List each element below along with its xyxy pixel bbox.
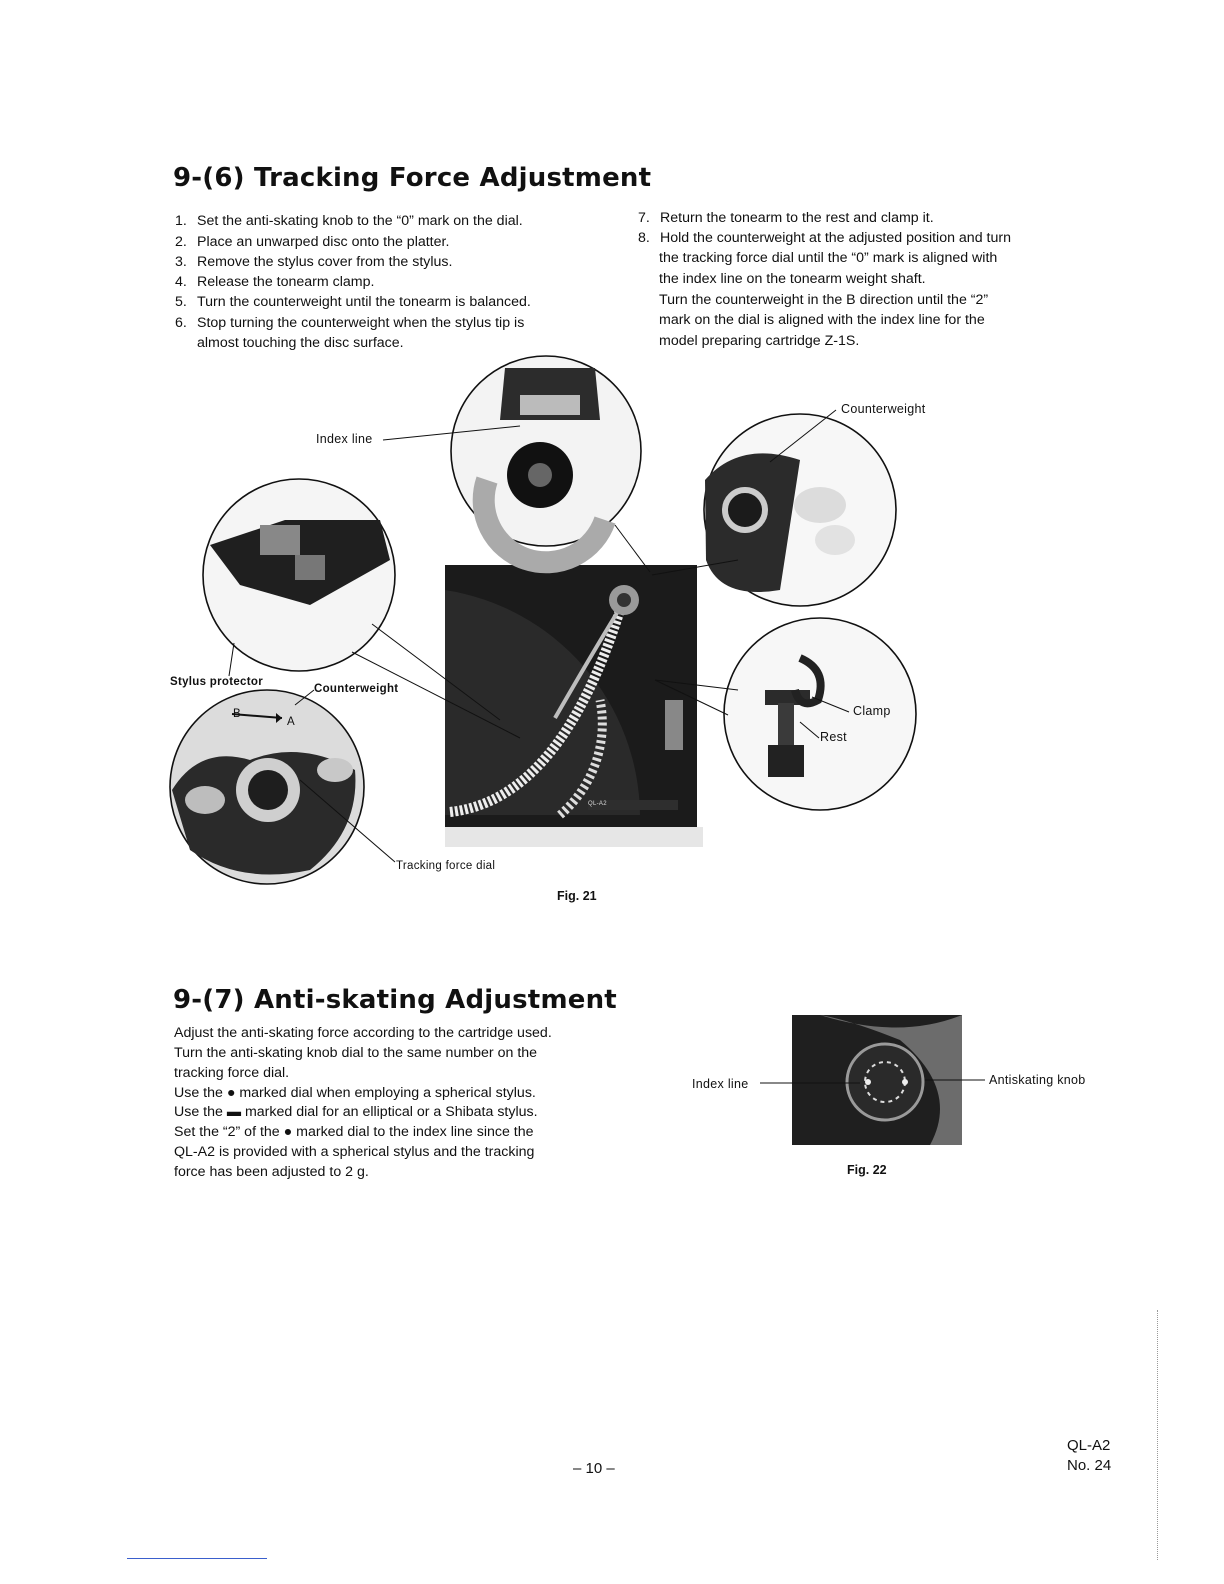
step-number: 2. [175,234,187,250]
step-number: 6. [175,315,187,331]
step-number: 8. [638,230,650,246]
callout-clamp: Clamp [853,704,891,718]
step-text: Place an unwarped disc onto the platter. [197,234,450,250]
model-plate: QL-A2 [588,801,607,807]
step-text: Release the tonearm clamp. [197,274,375,290]
margin-mark [1157,1310,1159,1560]
body-line: QL-A2 is provided with a spherical stylus and the tracking [174,1144,535,1160]
step-8-line: the tracking force dial until the “0” mark is aligned with [659,250,998,266]
index-line-detail [451,356,641,562]
step-number: 3. [175,254,187,270]
body-line: Use the ● marked dial when employing a spherical stylus. [174,1085,536,1101]
body-line: tracking force dial. [174,1065,290,1081]
turntable-photo [445,565,703,847]
step-number: 7. [638,210,650,226]
step-number: 1. [175,213,187,229]
step-8-line: the index line on the tonearm weight shaft. [659,271,926,287]
step-8-line: Turn the counterweight in the B direction until the “2” [659,292,989,308]
body-line: Turn the anti-skating knob dial to the same number on the [174,1045,538,1061]
step-text: Turn the counterweight until the tonearm is balanced. [197,294,531,310]
callout-a-mark: A [287,716,295,728]
step-8-line: mark on the dial is aligned with the index line for the [659,312,985,328]
callout-counterweight-top: Counterweight [841,402,926,416]
step-number: 5. [175,294,187,310]
callout-rest: Rest [820,730,847,744]
step-number: 4. [175,274,187,290]
footer-rule [127,1558,267,1559]
step-8-line: model preparing cartridge Z-1S. [659,333,860,349]
figure-21-caption: Fig. 21 [557,889,597,903]
step-text: Stop turning the counterweight when the stylus tip is [197,315,525,331]
callout-stylus-protector: Stylus protector [170,676,263,688]
body-line: Set the “2” of the ● marked dial to the index line since the [174,1124,534,1140]
callout-b-mark: B [233,708,241,720]
page-number: – 10 – [573,1460,615,1477]
tracking-force-dial-detail [170,690,364,884]
stylus-protector-detail [203,479,395,671]
callout-counterweight-bottom: Counterweight [314,683,399,695]
step-text: Remove the stylus cover from the stylus. [197,254,453,270]
section-6-title: 9-(6) Tracking Force Adjustment [173,163,652,193]
step-text: Return the tonearm to the rest and clamp it. [660,210,934,226]
callout-antiskating-knob: Antiskating knob [989,1073,1086,1087]
step-text: Set the anti-skating knob to the “0” mark on the dial. [197,213,523,229]
footer-model: QL-A2 [1067,1437,1111,1454]
figure-22-caption: Fig. 22 [847,1163,887,1177]
callout-tracking-force-dial: Tracking force dial [396,860,496,872]
body-line: force has been adjusted to 2 g. [174,1164,369,1180]
callout-index-line-fig22: Index line [692,1077,749,1091]
section-7-title: 9-(7) Anti-skating Adjustment [173,985,617,1015]
body-line: Use the ▬ marked dial for an elliptical or a Shibata stylus. [174,1104,538,1120]
counterweight-detail [704,414,896,606]
step-text: Hold the counterweight at the adjusted position and turn [660,230,1011,246]
step-6-continuation: almost touching the disc surface. [197,335,404,351]
callout-index-line: Index line [316,432,373,446]
footer-doc-number: No. 24 [1067,1457,1112,1474]
body-line: Adjust the anti-skating force according to the cartridge used. [174,1025,552,1041]
